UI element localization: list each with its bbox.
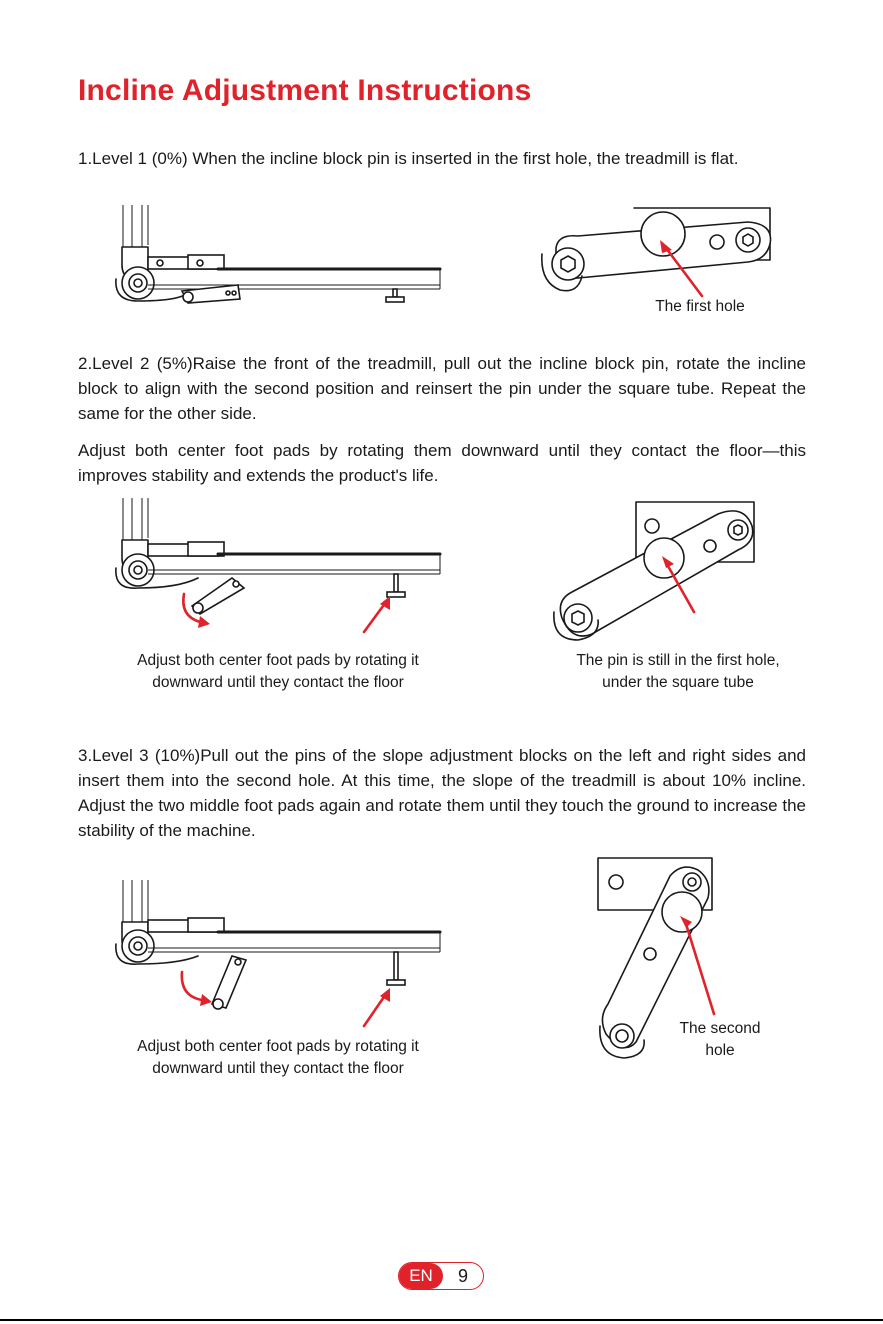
step-level-3: 3.Level 3 (10%)Pull out the pins of the slope adjustment blocks on the left and right sides and insert them into the second hole. At this time, the slope of the treadmill is about 10% incline. Adjust the two middle foot pads again and rotate them until they touch the ground to increase the stability of the machine. bbox=[78, 746, 806, 840]
treadmill-foot-pad-diagram-1 bbox=[108, 498, 448, 638]
caption-second-hole-line1: The second bbox=[679, 1020, 761, 1037]
page-number: 9 bbox=[457, 1265, 468, 1286]
incline-block-first-hole-diagram bbox=[538, 204, 774, 304]
step-level-1: 1.Level 1 (0%) When the incline block pin is inserted in the first hole, the treadmill is flat. bbox=[78, 149, 739, 168]
step-level-2-note: Adjust both center foot pads by rotating them downward until they contact the floor—this improves stability and extends the product's life. bbox=[78, 441, 806, 485]
step-level-2: 2.Level 2 (5%)Raise the front of the treadmill, pull out the incline block pin, rotate the incline block to align with the second position and reinsert the pin under the square tube. Repeat the same for the other side. bbox=[78, 354, 806, 423]
caption-second-hole-line2: hole bbox=[705, 1042, 735, 1059]
treadmill-foot-pad-diagram-2 bbox=[108, 880, 448, 1030]
page-number-badge bbox=[398, 1262, 484, 1290]
caption-first-hole: The first hole bbox=[655, 298, 745, 315]
caption-foot-pads-2-line2: downward until they contact the floor bbox=[152, 1060, 404, 1077]
caption-pin-still-line2: under the square tube bbox=[602, 674, 754, 691]
caption-foot-pads-1-line2: downward until they contact the floor bbox=[152, 674, 404, 691]
bottom-divider bbox=[0, 1319, 883, 1321]
incline-block-rotated-diagram bbox=[548, 500, 758, 646]
language-label: EN bbox=[399, 1263, 443, 1289]
page-title: Incline Adjustment Instructions bbox=[78, 74, 532, 107]
caption-pin-still-line1: The pin is still in the first hole, bbox=[576, 652, 780, 669]
treadmill-flat-diagram bbox=[108, 205, 448, 311]
caption-foot-pads-1-line1: Adjust both center foot pads by rotating it bbox=[137, 652, 419, 669]
caption-foot-pads-2-line1: Adjust both center foot pads by rotating it bbox=[137, 1038, 419, 1055]
